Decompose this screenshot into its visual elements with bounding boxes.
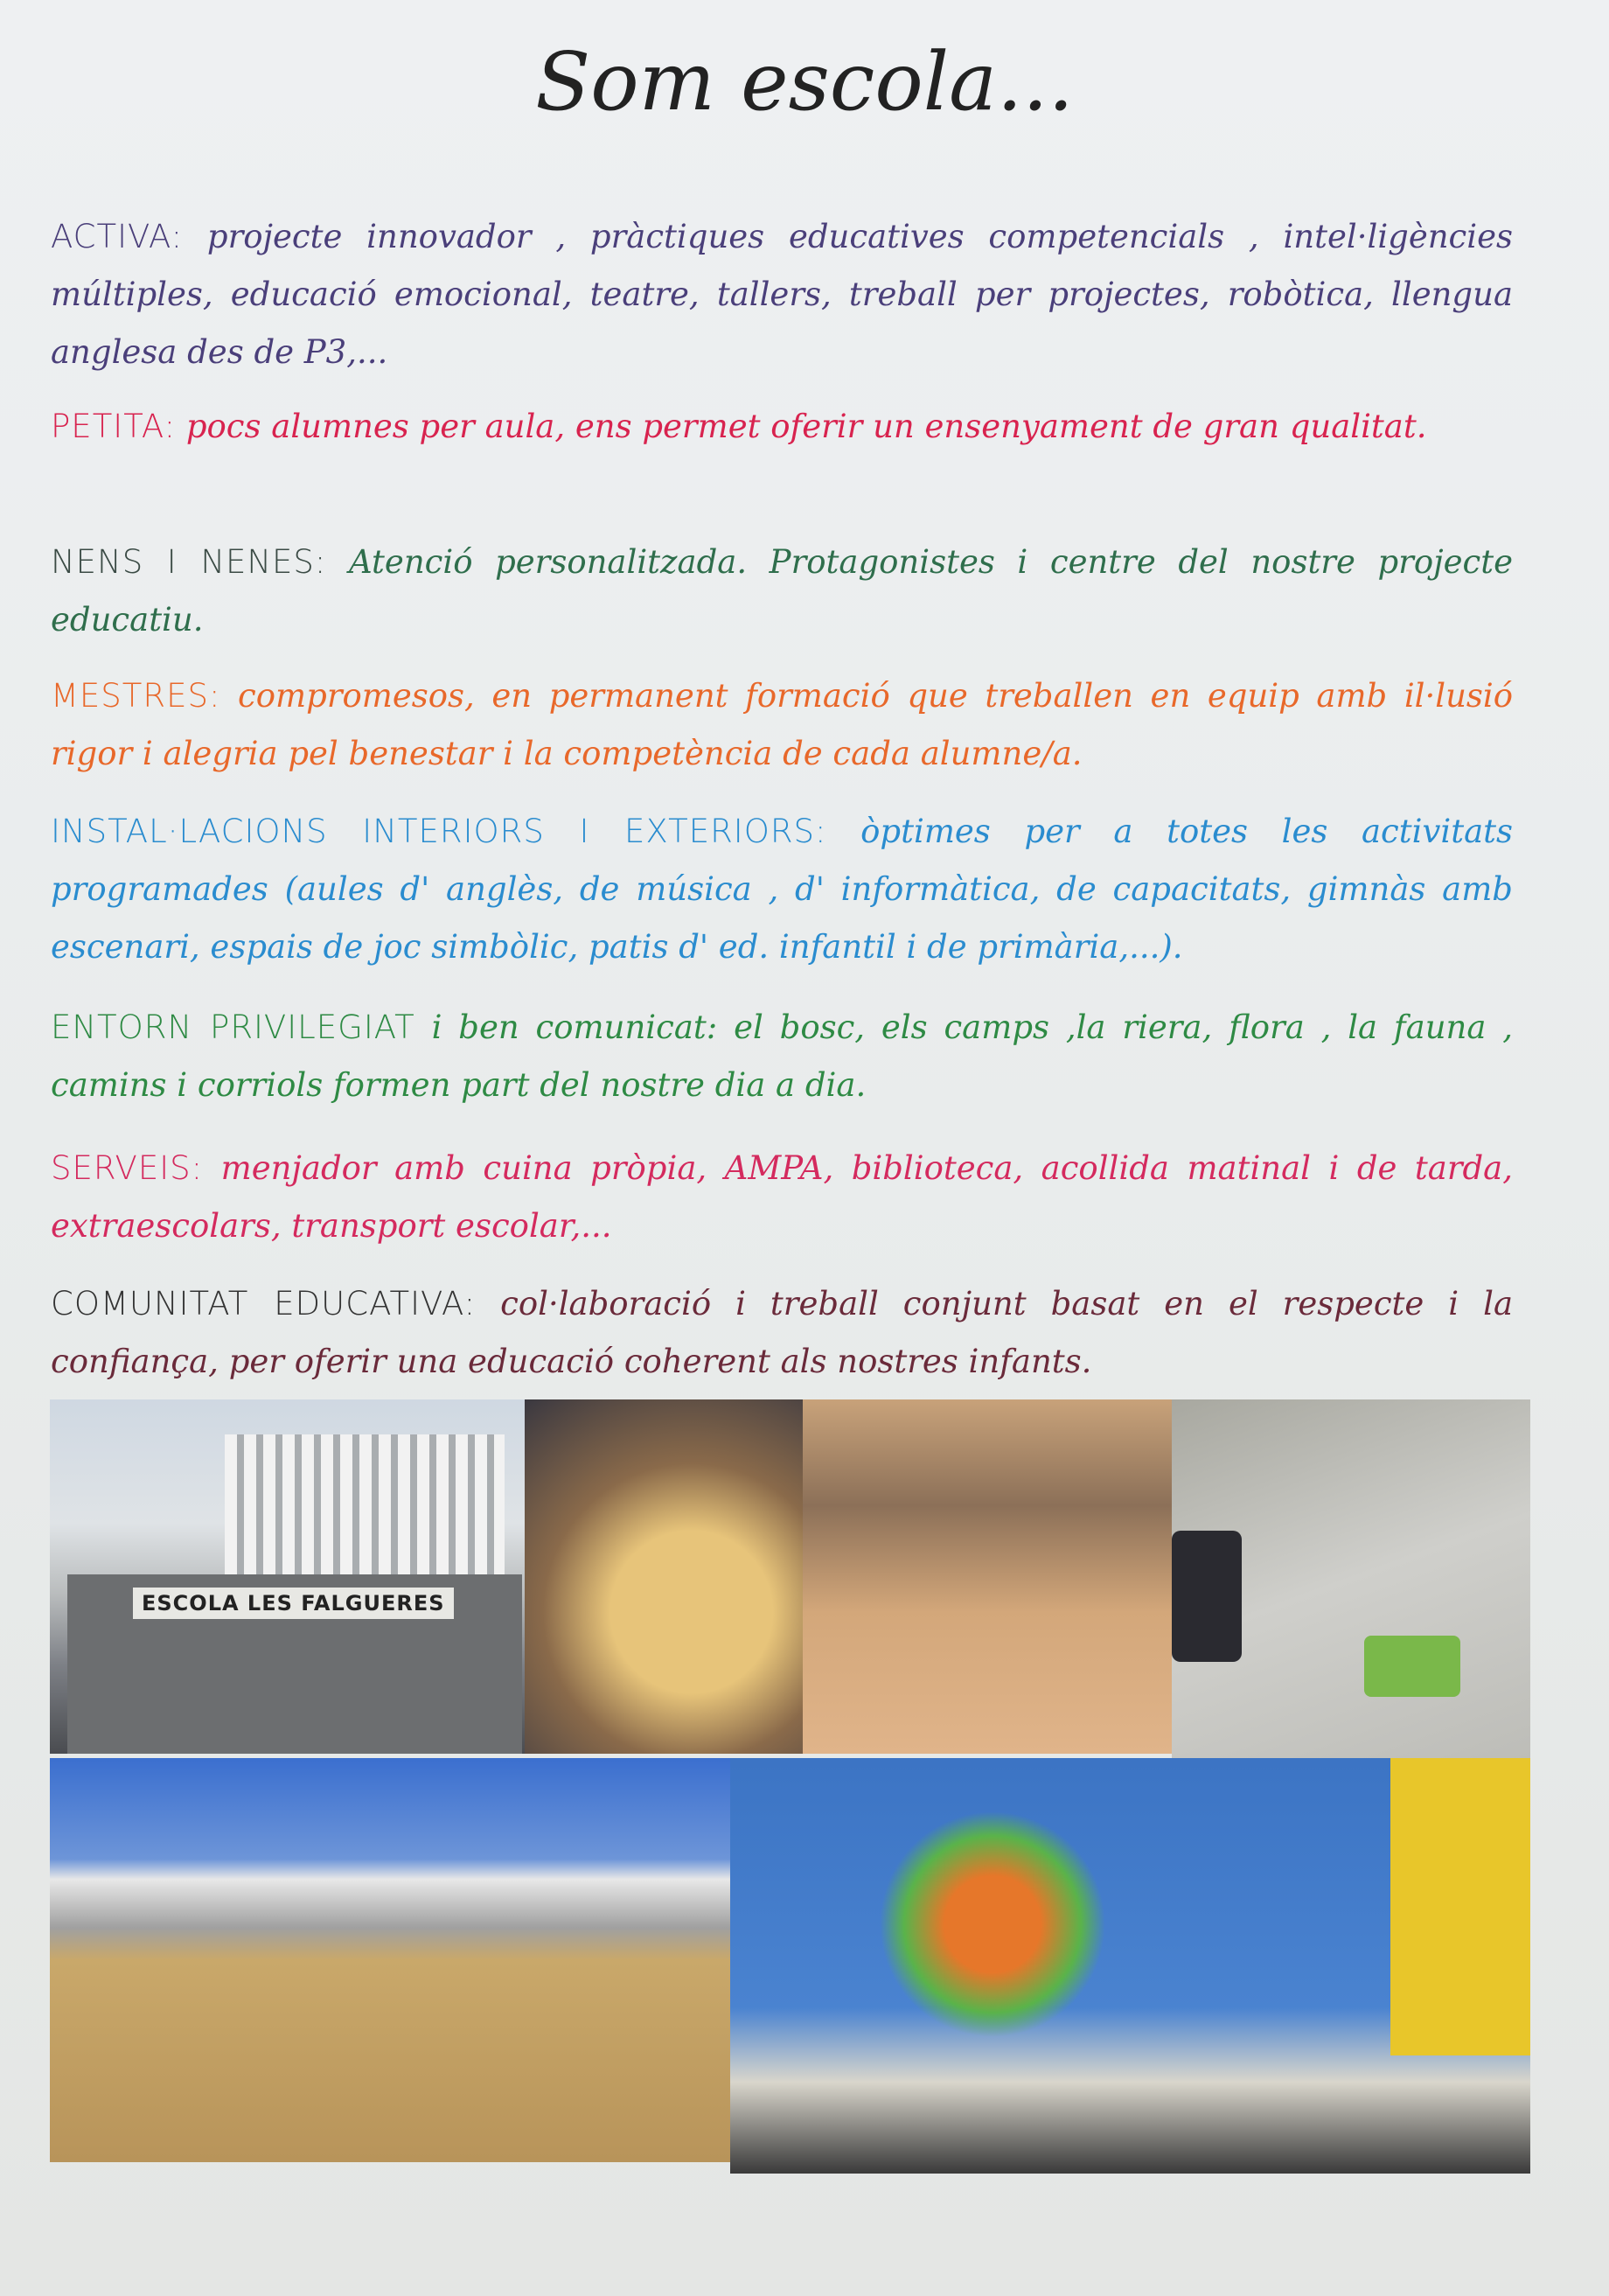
section-label: ENTORN PRIVILEGIAT bbox=[51, 1008, 415, 1046]
page-title: Som escola... bbox=[535, 35, 1074, 129]
section-label: ACTIVA: bbox=[51, 218, 184, 255]
section-label: NENS I NENES: bbox=[51, 543, 327, 581]
section-text: menjador amb cuina pròpia, AMPA, biblioteca, acollida matinal i de tarda, extraescolars, transport escolar,... bbox=[51, 1149, 1514, 1245]
section-text: Atenció personalitzada. Protagonistes i centre del nostre projecte educatiu. bbox=[51, 543, 1513, 639]
photo-kids-blocks bbox=[803, 1399, 1172, 1754]
section-0 bbox=[51, 208, 1513, 381]
section-4 bbox=[51, 803, 1513, 976]
section-7 bbox=[51, 1275, 1513, 1391]
photo-playground bbox=[50, 1758, 730, 2162]
section-2 bbox=[51, 534, 1513, 649]
section-label: COMUNITAT EDUCATIVA: bbox=[51, 1285, 477, 1322]
section-6 bbox=[51, 1140, 1513, 1255]
photo-robotics bbox=[1172, 1399, 1530, 1758]
section-text: compromesos, en permanent formació que treballen en equip amb il·lusió rigor i alegria pel benestar i la competència de cada alumne/a. bbox=[51, 677, 1514, 772]
section-text: pocs alumnes per aula, ens permet oferir un ensenyament de gran qualitat. bbox=[185, 408, 1427, 445]
section-label: INSTAL·LACIONS INTERIORS I EXTERIORS: bbox=[51, 813, 827, 850]
section-3 bbox=[51, 667, 1513, 783]
section-text: i ben comunicat: el bosc, els camps ,la riera, flora , la fauna , camins i corriols formen part del nostre dia a dia. bbox=[51, 1008, 1514, 1104]
section-text: projecte innovador , pràctiques educatives competencials , intel·ligències múltiples, educació emocional, teatre, tallers, treball per projectes, robòtica, llengua anglesa des de P3,... bbox=[51, 218, 1514, 371]
section-text: òptimes per a totes les activitats programades (aules d' anglès, de música , d' informàtica, de capacitats, gimnàs amb escenari, espais de joc simbòlic, patis d' ed. infantil i de primària,...). bbox=[51, 813, 1514, 966]
photo-kids-table bbox=[525, 1399, 803, 1754]
section-label: SERVEIS: bbox=[51, 1149, 204, 1187]
photo-school-building bbox=[50, 1399, 525, 1754]
section-text: col·laboració i treball conjunt basat en el respecte i la confiança, per oferir una educació coherent als nostres infants. bbox=[51, 1285, 1513, 1380]
section-5 bbox=[51, 999, 1513, 1114]
section-label: PETITA: bbox=[51, 408, 177, 445]
photo-stage-performance bbox=[730, 1758, 1530, 2174]
school-sign: ESCOLA LES FALGUERES bbox=[133, 1588, 454, 1619]
section-label: MESTRES: bbox=[51, 677, 221, 715]
section-1 bbox=[51, 398, 1513, 456]
